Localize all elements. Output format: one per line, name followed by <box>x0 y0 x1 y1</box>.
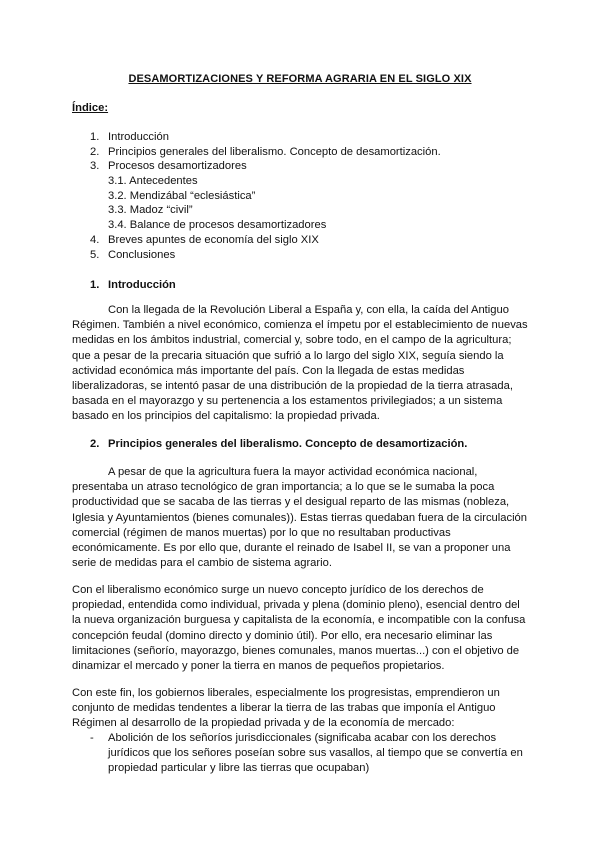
text-line: concepción feudal (domino directo y dominio útil). Por ello, era necesario eliminar las <box>72 629 493 642</box>
text-line: Iglesia y Ayuntamientos (bienes comunales)). Estas tierras quedaban fuera de la circulación <box>72 511 527 524</box>
text-line: Régimen. También a nivel económico, comienza el ímpetu por el establecimiento de nuevas <box>72 319 528 332</box>
table-of-contents <box>90 130 530 262</box>
text-line: actividad económica más importante del país. Con la llegada de estas medidas <box>72 364 465 377</box>
toc-text: Principios generales del liberalismo. Concepto de desamortización. <box>108 145 441 158</box>
text-line: A pesar de que la agricultura fuera la mayor actividad económica nacional, <box>108 466 478 478</box>
section-title: Introducción <box>108 279 176 291</box>
section-2-paragraph-3 <box>72 686 528 732</box>
index-label: Índice: <box>72 102 109 114</box>
text-line: basada en el mayorazgo y su pertenencia a los estamentos privilegiados; a un sistema <box>72 395 503 408</box>
bullet-marker: - <box>90 732 94 744</box>
section-number: 2. <box>90 438 100 450</box>
section-2-paragraph-2 <box>72 583 528 674</box>
text-line: jurídicos que los señores poseían sobre sus vasallos, al tiempo que se convertía en <box>108 747 523 760</box>
toc-subitem <box>90 189 530 204</box>
document-title: DESAMORTIZACIONES Y REFORMA AGRARIA EN EL SIGLO XIX <box>128 73 472 85</box>
toc-text: 3.1. Antecedentes <box>108 175 198 188</box>
bullet-text <box>108 731 528 777</box>
text-line: Con la llegada de la Revolución Liberal a España y, con ella, la caída del Antiguo <box>108 304 509 316</box>
toc-item <box>90 233 530 248</box>
toc-number: 5. <box>90 248 100 261</box>
text-line: basado en los principios del capitalismo: la propiedad privada. <box>72 410 380 423</box>
section-number: 1. <box>90 279 100 291</box>
toc-subitem <box>90 174 530 189</box>
text-line: económicamente. Es por ello que, durante el reinado de Isabel II, se van a proponer una <box>72 541 511 554</box>
text-line: Con el liberalismo económico surge un nuevo concepto jurídico de los derechos de <box>72 584 484 596</box>
text-line: propiedad, entendida como individual, privada y plena (dominio pleno), esencial dentro del <box>72 599 520 612</box>
text-line: comercial (régimen de manos muertas) por lo que no resultaban productivas <box>72 526 451 539</box>
toc-text: 3.2. Mendizábal “eclesiástica” <box>108 189 256 202</box>
toc-number: 1. <box>90 131 100 143</box>
text-line: Régimen al desarrollo de la propiedad privada y de la economía de mercado: <box>72 717 455 730</box>
section-2-paragraph-1 <box>72 465 528 571</box>
section-1-paragraph <box>72 303 528 425</box>
toc-number: 2. <box>90 145 100 158</box>
text-line: limitaciones (señorío, mayorazgo, bienes comunales, manos muertas...) con el objetivo de <box>72 644 520 657</box>
toc-subitem <box>90 218 530 233</box>
text-line: conjunto de medidas tendentes a liberar la tierra de las trabas que imponía el Antiguo <box>72 702 496 715</box>
toc-text: 3.4. Balance de procesos desamortizadores <box>108 219 327 232</box>
text-line: liberalizadoras, se intentó pasar de una distribución de la propiedad de la tierra atrasada, <box>72 379 513 392</box>
text-line: medidas en los ámbitos industrial, comercial y, sobre todo, en el campo de la agricultura; <box>72 334 512 347</box>
toc-number: 3. <box>90 160 100 173</box>
toc-item <box>90 130 530 145</box>
text-line: dinamizar el mercado y poner la tierra en manos de pequeños propietarios. <box>72 659 445 672</box>
toc-text: 3.3. Madoz “civil” <box>108 204 193 217</box>
toc-number: 4. <box>90 233 100 246</box>
toc-text: Conclusiones <box>108 248 176 261</box>
toc-item <box>90 145 530 160</box>
text-line: Con este fin, los gobiernos liberales, especialmente los progresistas, emprendieron un <box>72 687 500 699</box>
section-title: Principios generales del liberalismo. Concepto de desamortización. <box>108 438 468 450</box>
text-line: que a pesar de la precaria situación que sufrió a lo largo del siglo XIX, seguía siendo la <box>72 349 504 362</box>
toc-subitem <box>90 203 530 218</box>
toc-item <box>90 159 530 174</box>
text-line: serie de medidas para el cambio de sistema agrario. <box>72 557 332 570</box>
text-line: la nueva organización burguesa y capitalista de la economía, e incompatible con la confusa <box>72 614 526 627</box>
text-line: propiedad particular y libre las tierras que ocupaban) <box>108 762 370 775</box>
toc-text: Procesos desamortizadores <box>108 160 247 173</box>
text-line: productividad que se sacaba de las tierras y el desigual reparto de las mismas (nobleza, <box>72 496 510 509</box>
toc-text: Breves apuntes de economía del siglo XIX <box>108 233 319 246</box>
toc-item <box>90 248 530 263</box>
text-line: Abolición de los señoríos jurisdiccionales (significaba acabar con los derechos <box>108 732 497 744</box>
section-2-heading <box>90 437 467 452</box>
toc-text: Introducción <box>108 131 169 143</box>
section-1-heading <box>90 278 176 293</box>
text-line: presentaba un atraso tecnológico de gran importancia; a lo que se le sumaba la poca <box>72 481 495 494</box>
